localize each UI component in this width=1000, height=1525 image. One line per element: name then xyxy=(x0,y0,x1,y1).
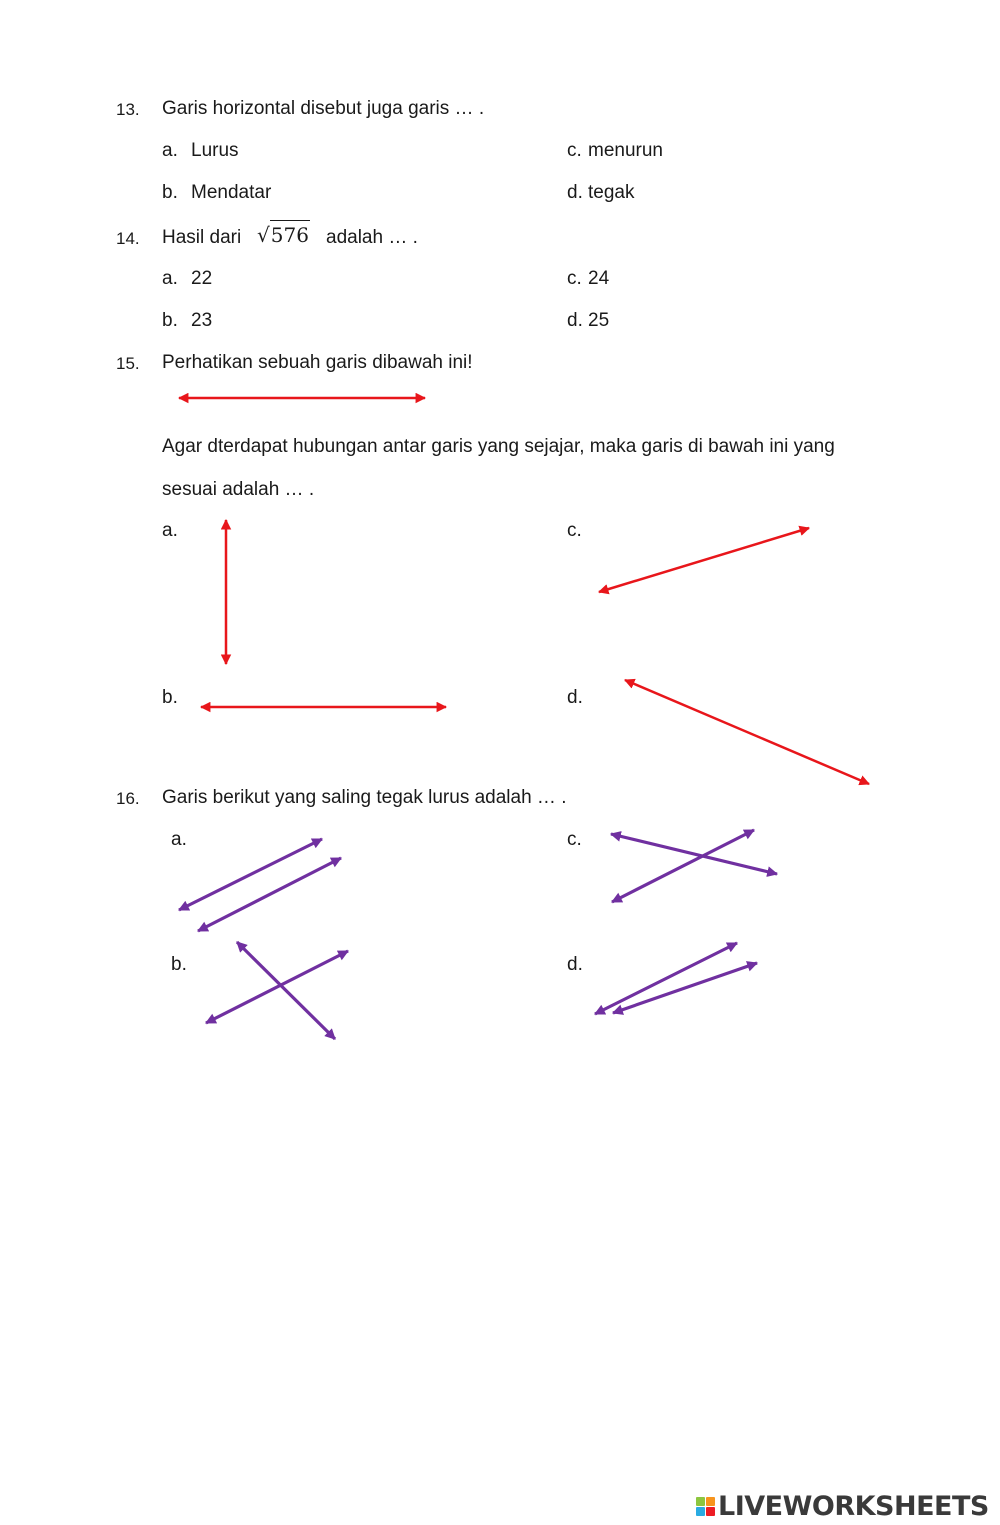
liveworksheets-logo-text: LIVEWORKSHEETS xyxy=(718,1490,989,1522)
q14-question-suffix: adalah … . xyxy=(326,227,418,248)
q14-option-c-text: 24 xyxy=(588,268,610,289)
q13-number: 13. xyxy=(116,100,140,119)
q15-instruction-line2: sesuai adalah … . xyxy=(162,479,315,500)
q16-question: Garis berikut yang saling tegak lurus adalah … . xyxy=(162,787,567,808)
q15-option-d-letter: d. xyxy=(567,687,583,708)
q15-question: Perhatikan sebuah garis dibawah ini! xyxy=(162,352,473,373)
q15-instruction-line1: Agar dterdapat hubungan antar garis yang sejajar, maka garis di bawah ini yang xyxy=(162,436,835,457)
liveworksheets-logo-icon xyxy=(696,1497,715,1516)
q14-radicand: 576 xyxy=(270,220,310,247)
q15-option-a-letter: a. xyxy=(162,520,178,541)
q14-option-d-letter: d. xyxy=(567,310,583,331)
q13-option-d-text: tegak xyxy=(588,182,635,203)
q16-option-b-letter: b. xyxy=(171,954,187,975)
q16-option-a-letter: a. xyxy=(171,829,187,850)
q13-option-c-text: menurun xyxy=(588,140,663,161)
q16-option-a-lines[interactable] xyxy=(179,839,341,931)
q16-option-d-lines[interactable] xyxy=(595,943,757,1014)
q14-option-a-letter: a. xyxy=(162,268,178,289)
q14-option-b-text: 23 xyxy=(191,310,213,331)
q14-option-d-text: 25 xyxy=(588,310,610,331)
q14-question-prefix: Hasil dari xyxy=(162,227,242,248)
q15-option-b-letter: b. xyxy=(162,687,178,708)
q13-option-b-letter: b. xyxy=(162,182,178,203)
q13-question: Garis horizontal disebut juga garis … . xyxy=(162,98,485,119)
q16-option-a-line-1[interactable] xyxy=(179,839,322,910)
q16-number: 16. xyxy=(116,789,140,808)
q15-option-d-line[interactable] xyxy=(625,680,869,784)
q14-option-b-letter: b. xyxy=(162,310,178,331)
q13-option-b-text: Mendatar xyxy=(191,182,272,203)
q13-option-a-text: Lurus xyxy=(191,140,239,161)
q15-number: 15. xyxy=(116,354,140,373)
q13-option-d-letter: d. xyxy=(567,182,583,203)
liveworksheets-logo xyxy=(696,1488,989,1524)
q16-option-a-line-2[interactable] xyxy=(198,858,341,931)
q16-option-c-letter: c. xyxy=(567,829,582,850)
q15-option-c-letter: c. xyxy=(567,520,582,541)
q16-option-b-line-2[interactable] xyxy=(206,951,348,1023)
q14-number: 14. xyxy=(116,229,140,248)
radical-sign-icon: √ xyxy=(257,223,270,247)
q13-option-c-letter: c. xyxy=(567,140,582,161)
q16-option-d-letter: d. xyxy=(567,954,583,975)
q14-option-c-letter: c. xyxy=(567,268,582,289)
q16-option-b-lines[interactable] xyxy=(206,942,348,1039)
q15-option-c-line[interactable] xyxy=(599,528,809,592)
q13-option-a-letter: a. xyxy=(162,140,178,161)
q16-option-b-line-1[interactable] xyxy=(237,942,335,1039)
q16-option-c-line-1[interactable] xyxy=(611,834,777,874)
q16-option-c-lines[interactable] xyxy=(611,830,777,902)
q14-option-a-text: 22 xyxy=(191,268,213,289)
